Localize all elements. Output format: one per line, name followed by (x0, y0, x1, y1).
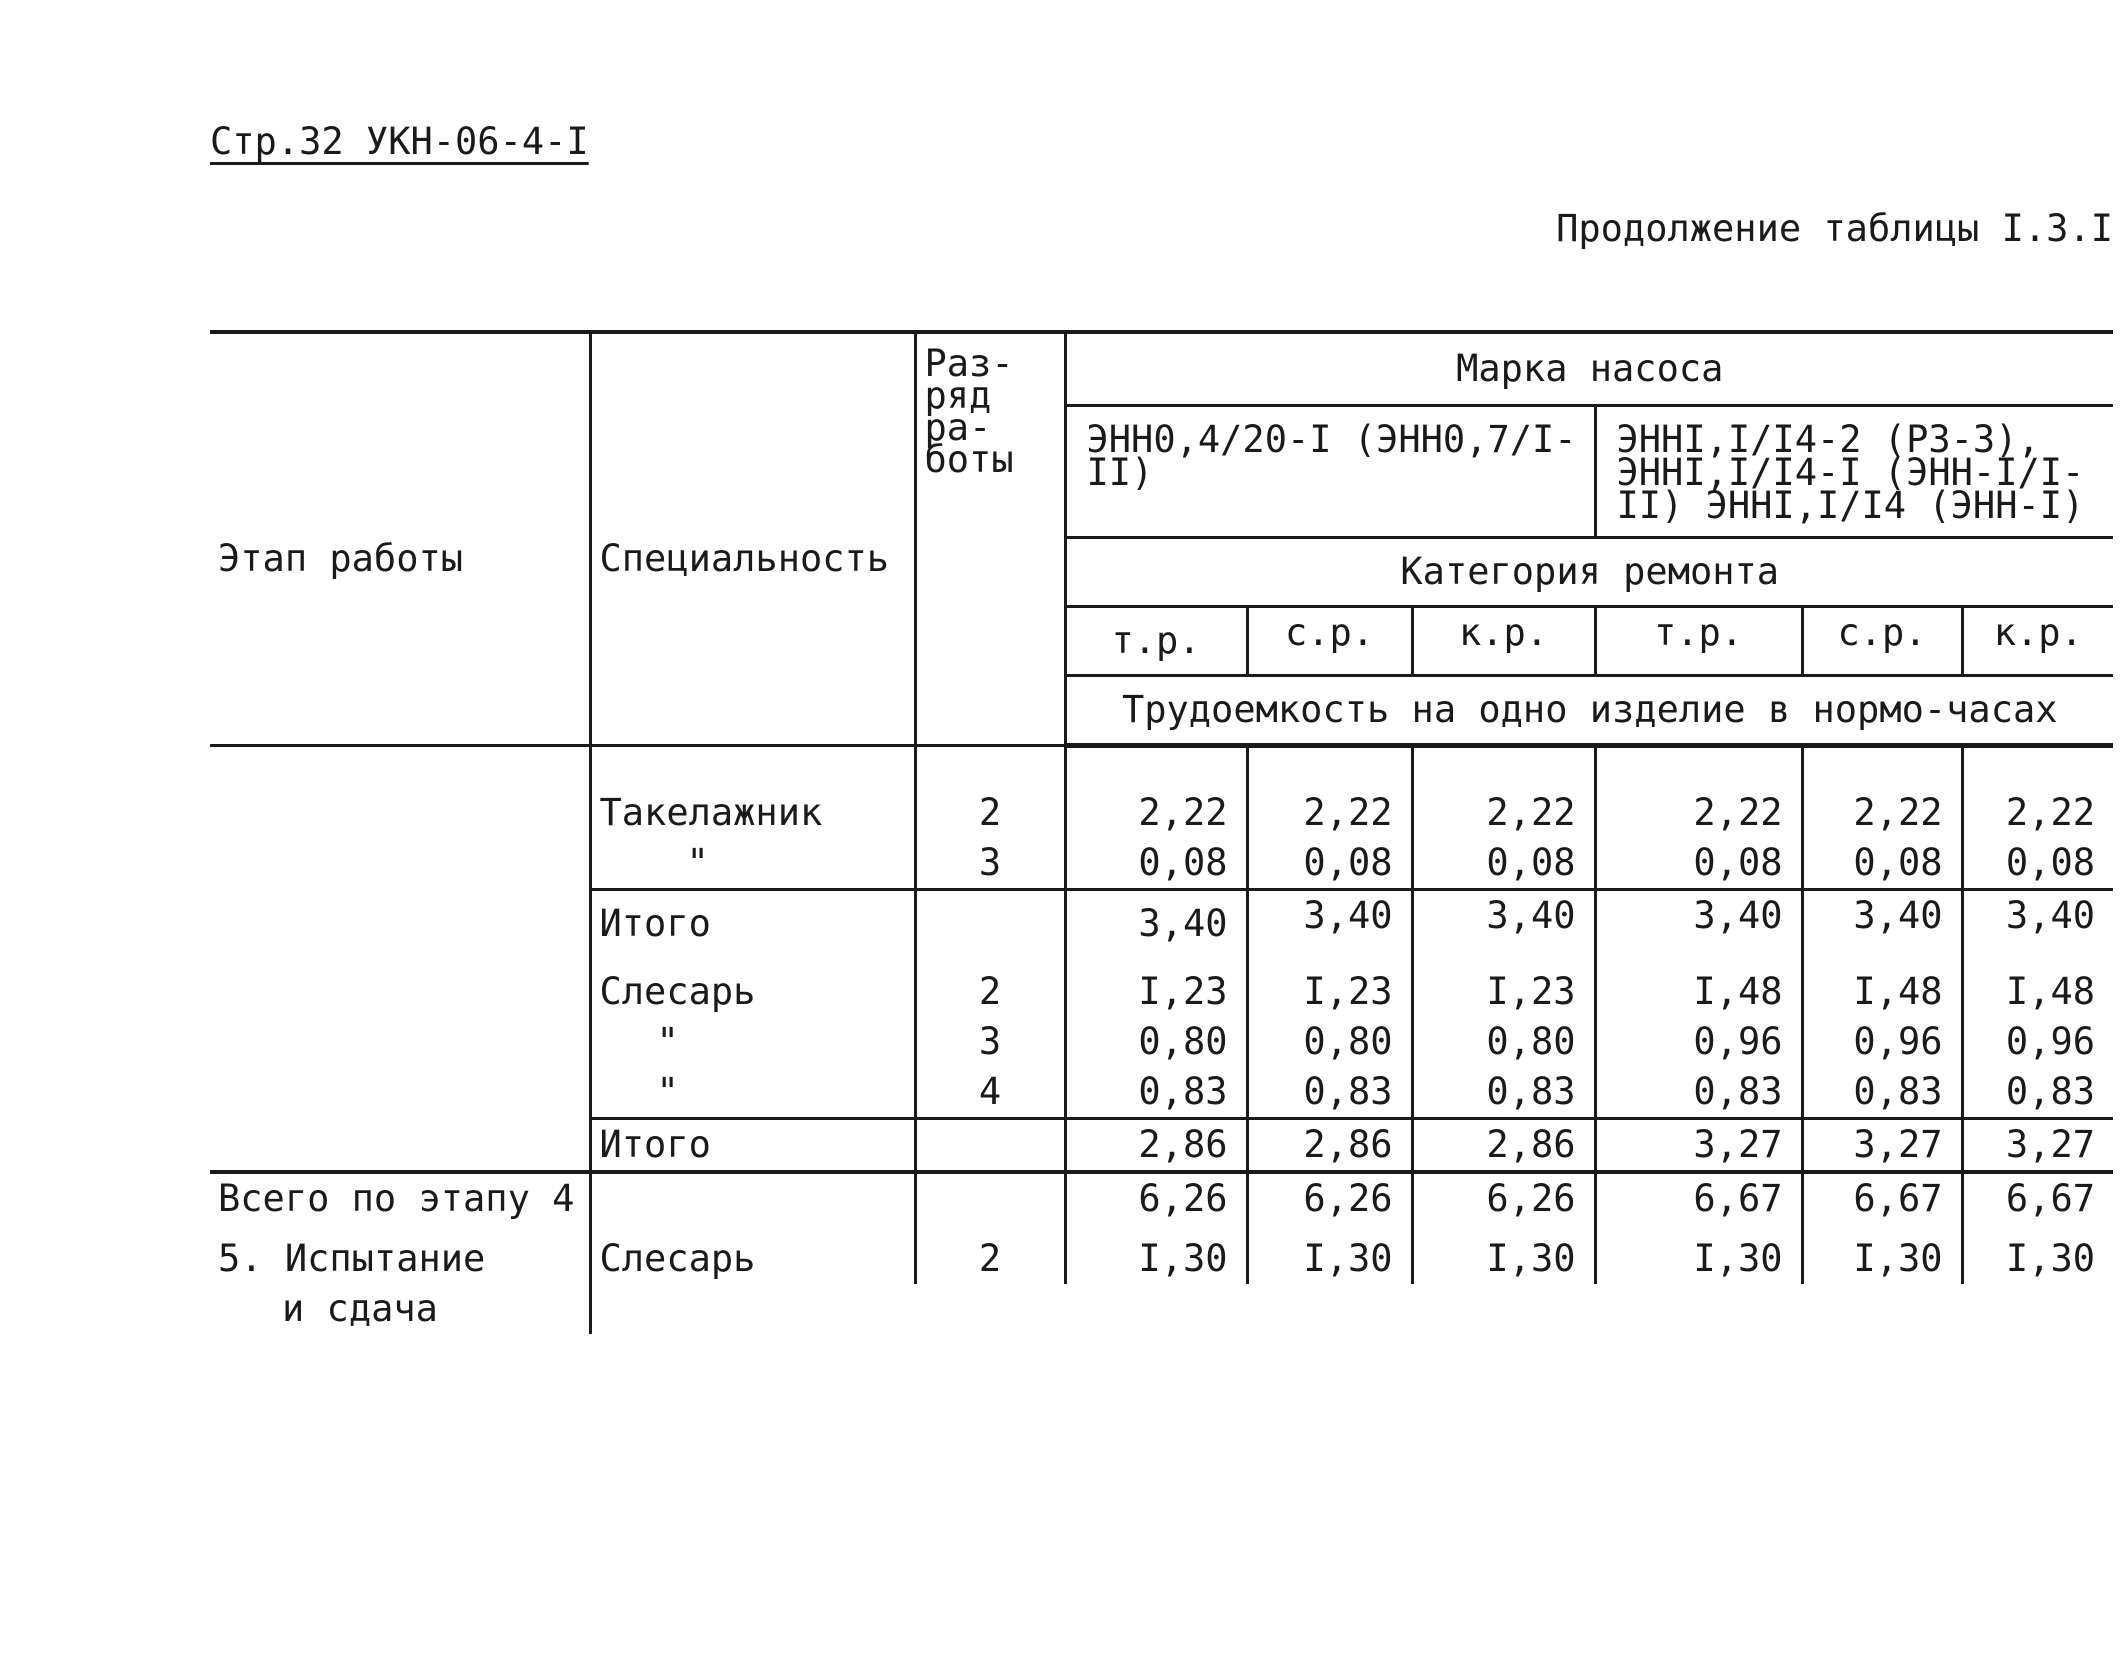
cell-value: I,48 (2005, 970, 2095, 1013)
cell-value: 2,86 (1412, 1119, 1595, 1173)
header-repair-type: к.р. (1962, 607, 2113, 676)
table-row (210, 890, 2113, 958)
cell-value: I,48 (1802, 957, 1962, 1017)
cell-value: 3,27 (1962, 1119, 2113, 1173)
cell-stage (210, 890, 590, 958)
cell-value: I,30 (2005, 1237, 2095, 1280)
cell-rank (915, 1172, 1065, 1224)
cell-value: 0,08 (2005, 841, 2095, 884)
cell-value: I,30 (1065, 1224, 1247, 1284)
cell-value: 2,86 (1247, 1119, 1412, 1173)
cell-value: 0,80 (1247, 1017, 1412, 1067)
cell-value: I,30 (1247, 1224, 1412, 1284)
cell-stage (210, 788, 590, 838)
cell-value: 3,40 (1962, 890, 2113, 958)
header-repair-type: т.р. (1065, 607, 1247, 676)
table-row (210, 1284, 2113, 1334)
cell-value: 6,26 (1065, 1172, 1247, 1224)
cell-value: 3,40 (1412, 890, 1595, 958)
table-continuation-label: Продолжение таблицы I.3.I (1556, 207, 2113, 250)
cell-value: 2,22 (1247, 788, 1412, 838)
cell-specialty: " (590, 838, 915, 890)
table-row (210, 1119, 2113, 1173)
cell-value: I,30 (1802, 1224, 1962, 1284)
cell-stage (210, 957, 590, 1017)
cell-value: 3,40 (1247, 890, 1412, 958)
cell-specialty (590, 1172, 915, 1224)
table-row (210, 1017, 2113, 1067)
cell-specialty: Такелажник (590, 788, 915, 838)
cell-value: 6,67 (1595, 1172, 1802, 1224)
header-model-group-2: ЭННI,I/I4-2 (РЗ-3), ЭННI,I/I4-I (ЭНН-I/I-II) ЭННI,I/I4 (ЭНН-I) (1595, 406, 2113, 538)
page-reference: Стр.32 УКН-06-4-I (210, 120, 589, 163)
cell-value: 0,83 (1065, 1067, 1247, 1119)
labor-table (210, 330, 2113, 1334)
cell-value: 2,22 (2005, 791, 2095, 834)
cell-stage (210, 1067, 590, 1119)
table-row (210, 788, 2113, 838)
cell-value: 3,27 (1595, 1119, 1802, 1173)
cell-value: 2,86 (1065, 1119, 1247, 1173)
cell-value: 0,83 (1802, 1067, 1962, 1119)
cell-value: 6,26 (1247, 1172, 1412, 1224)
cell-specialty: Итого (590, 1119, 915, 1173)
cell-specialty: Слесарь (590, 957, 915, 1017)
cell-rank: 2 (915, 1224, 1065, 1284)
table-row (210, 957, 2113, 1017)
cell-stage (210, 1119, 590, 1173)
cell-value: I,30 (1595, 1224, 1802, 1284)
table-row (210, 1172, 2113, 1224)
cell-specialty: Слесарь (590, 1224, 915, 1284)
cell-value: I,23 (1412, 957, 1595, 1017)
header-specialty: Специальность (590, 332, 915, 746)
cell-value: 0,08 (1412, 838, 1595, 890)
cell-value: 0,08 (1595, 838, 1802, 890)
cell-rank: 2 (915, 957, 1065, 1017)
cell-value: 2,22 (1595, 788, 1802, 838)
cell-value: 0,83 (1247, 1067, 1412, 1119)
cell-value: I,23 (1247, 957, 1412, 1017)
cell-value: 0,80 (1412, 1017, 1595, 1067)
header-repair-type: с.р. (1802, 607, 1962, 676)
cell-rank: 3 (915, 838, 1065, 890)
table-row (210, 1224, 2113, 1284)
table-row (210, 838, 2113, 890)
cell-value: 3,40 (1065, 890, 1247, 958)
cell-value: 0,96 (1802, 1017, 1962, 1067)
header-repair-type: к.р. (1412, 607, 1595, 676)
cell-specialty: " (590, 1017, 915, 1067)
cell-value: 3,40 (1802, 890, 1962, 958)
cell-value: 2,22 (1065, 788, 1247, 838)
cell-value: 6,26 (1412, 1172, 1595, 1224)
cell-value: 2,22 (1412, 788, 1595, 838)
cell-stage: 5. Испытание (210, 1224, 590, 1284)
cell-rank (915, 890, 1065, 958)
cell-rank (915, 1119, 1065, 1173)
header-stage: Этап работы (210, 332, 590, 746)
cell-value: 0,83 (1412, 1067, 1595, 1119)
cell-stage (210, 1017, 590, 1067)
header-model-group-1: ЭНН0,4/20-I (ЭНН0,7/I-II) (1065, 406, 1595, 538)
cell-value: I,23 (1065, 957, 1247, 1017)
cell-value: 2,22 (1802, 788, 1962, 838)
cell-value: 3,27 (1802, 1119, 1962, 1173)
header-repair-category: Категория ремонта (1065, 538, 2113, 607)
cell-value: 0,08 (1247, 838, 1412, 890)
cell-value: 6,67 (1802, 1172, 1962, 1224)
cell-value: 0,08 (1802, 838, 1962, 890)
cell-stage-continued: и сдача (210, 1284, 590, 1334)
cell-rank: 4 (915, 1067, 1065, 1119)
header-repair-type: с.р. (1247, 607, 1412, 676)
cell-value: 0,80 (1065, 1017, 1247, 1067)
cell-value: 0,96 (2005, 1020, 2095, 1063)
cell-value: I,30 (1412, 1224, 1595, 1284)
cell-value: 6,67 (1962, 1172, 2113, 1224)
cell-value: 0,83 (2005, 1070, 2095, 1113)
cell-value: 3,40 (1595, 890, 1802, 958)
cell-stage (210, 838, 590, 890)
table-row (210, 1067, 2113, 1119)
cell-specialty: " (590, 1067, 915, 1119)
cell-value: 0,96 (1595, 1017, 1802, 1067)
cell-value: 0,83 (1595, 1067, 1802, 1119)
cell-specialty: Итого (590, 890, 915, 958)
cell-stage: Всего по этапу 4 (210, 1172, 590, 1224)
cell-rank: 2 (915, 788, 1065, 838)
header-labor-caption: Трудоемкость на одно изделие в нормо-часах (1065, 676, 2113, 746)
header-pump-brand: Марка насоса (1065, 332, 2113, 406)
cell-value: I,48 (1595, 957, 1802, 1017)
cell-value: 0,08 (1065, 838, 1247, 890)
header-rank: Раз- ряд ра- боты (915, 332, 1065, 746)
cell-rank: 3 (915, 1017, 1065, 1067)
header-repair-type: т.р. (1595, 607, 1802, 676)
